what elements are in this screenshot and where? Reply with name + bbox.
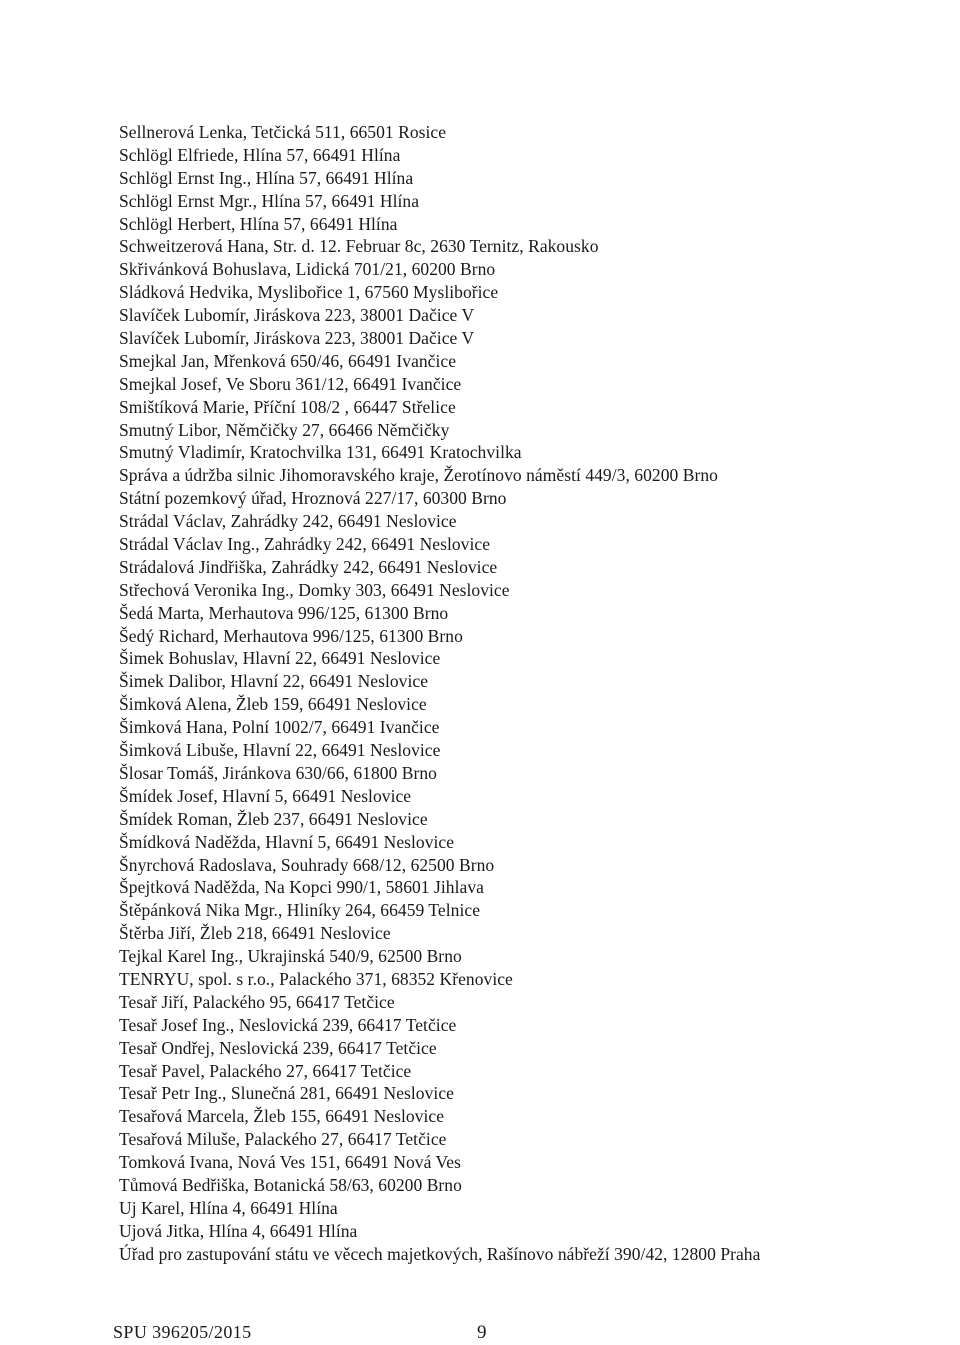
address-entry: Schweitzerová Hana, Str. d. 12. Februar 8c, 2630 Ternitz, Rakousko: [119, 236, 599, 257]
address-entry: Tesařová Miluše, Palackého 27, 66417 Tetčice: [119, 1129, 447, 1150]
address-entry: Šedá Marta, Merhautova 996/125, 61300 Brno: [119, 602, 449, 623]
address-entry: Šimek Dalibor, Hlavní 22, 66491 Neslovice: [119, 671, 429, 692]
address-entry: Státní pozemkový úřad, Hroznová 227/17, 60300 Brno: [119, 488, 507, 509]
address-entry: Tesař Jiří, Palackého 95, 66417 Tetčice: [119, 991, 395, 1012]
address-entry: Smutný Libor, Němčičky 27, 66466 Němčičky: [119, 419, 450, 440]
address-entry: Šimková Alena, Žleb 159, 66491 Neslovice: [119, 694, 427, 715]
address-entry: Tesař Pavel, Palackého 27, 66417 Tetčice: [119, 1060, 412, 1081]
address-entry: Tesař Petr Ing., Slunečná 281, 66491 Neslovice: [119, 1083, 454, 1104]
address-entry: Šimek Bohuslav, Hlavní 22, 66491 Neslovice: [119, 648, 441, 669]
address-entry: TENRYU, spol. s r.o., Palackého 371, 68352 Křenovice: [119, 968, 513, 989]
address-entry: Tejkal Karel Ing., Ukrajinská 540/9, 62500 Brno: [119, 946, 462, 967]
address-entry: Špejtková Naděžda, Na Kopci 990/1, 58601 Jihlava: [119, 877, 484, 898]
address-entry: Tesař Ondřej, Neslovická 239, 66417 Tetčice: [119, 1037, 437, 1058]
address-entry: Šedý Richard, Merhautova 996/125, 61300 Brno: [119, 625, 463, 646]
address-entry: Smištíková Marie, Příční 108/2 , 66447 Střelice: [119, 396, 456, 417]
address-entry: Šmídek Josef, Hlavní 5, 66491 Neslovice: [119, 785, 412, 806]
address-entry: Úřad pro zastupování státu ve věcech majetkových, Rašínovo nábřeží 390/42, 12800 Praha: [119, 1243, 761, 1264]
address-entry: Střechová Veronika Ing., Domky 303, 66491 Neslovice: [119, 579, 510, 600]
address-entry: Šimková Hana, Polní 1002/7, 66491 Ivančice: [119, 717, 440, 738]
address-entry: Šnyrchová Radoslava, Souhrady 668/12, 62500 Brno: [119, 854, 495, 875]
address-entry: Schlögl Ernst Ing., Hlína 57, 66491 Hlína: [119, 167, 414, 188]
address-entry: Schlögl Ernst Mgr., Hlína 57, 66491 Hlína: [119, 190, 420, 211]
address-entry: Schlögl Herbert, Hlína 57, 66491 Hlína: [119, 213, 398, 234]
address-entry: Skřivánková Bohuslava, Lidická 701/21, 60200 Brno: [119, 259, 496, 280]
address-entry: Šmídek Roman, Žleb 237, 66491 Neslovice: [119, 808, 428, 829]
address-entry: Slavíček Lubomír, Jiráskova 223, 38001 Dačice V: [119, 328, 475, 349]
page-number: 9: [477, 1322, 487, 1343]
document-reference: SPU 396205/2015: [113, 1322, 252, 1342]
address-entry: Štěrba Jiří, Žleb 218, 66491 Neslovice: [119, 923, 391, 944]
address-entry: Strádal Václav Ing., Zahrádky 242, 66491 Neslovice: [119, 534, 491, 555]
address-entry: Slavíček Lubomír, Jiráskova 223, 38001 Dačice V: [119, 305, 475, 326]
address-entry: Sládková Hedvika, Myslibořice 1, 67560 Myslibořice: [119, 282, 499, 303]
address-entry: Strádalová Jindřiška, Zahrádky 242, 66491 Neslovice: [119, 556, 498, 577]
address-entry: Smejkal Josef, Ve Sboru 361/12, 66491 Ivančice: [119, 373, 462, 394]
owner-address-list: [119, 121, 939, 1266]
address-entry: Tesař Josef Ing., Neslovická 239, 66417 Tetčice: [119, 1014, 457, 1035]
address-entry: Šimková Libuše, Hlavní 22, 66491 Neslovice: [119, 740, 441, 761]
address-entry: Sellnerová Lenka, Tetčická 511, 66501 Rosice: [119, 122, 447, 142]
address-entry: Smejkal Jan, Mřenková 650/46, 66491 Ivančice: [119, 350, 457, 371]
address-entry: Tomková Ivana, Nová Ves 151, 66491 Nová Ves: [119, 1152, 461, 1173]
address-entry: Šmídková Naděžda, Hlavní 5, 66491 Neslovice: [119, 831, 455, 852]
address-entry: Správa a údržba silnic Jihomoravského kraje, Žerotínovo náměstí 449/3, 60200 Brno: [119, 465, 718, 486]
address-entry: Šlosar Tomáš, Jiránkova 630/66, 61800 Brno: [119, 762, 437, 783]
address-entry: Smutný Vladimír, Kratochvilka 131, 66491 Kratochvilka: [119, 442, 522, 463]
address-entry: Tůmová Bedřiška, Botanická 58/63, 60200 Brno: [119, 1174, 462, 1195]
address-entry: Štěpánková Nika Mgr., Hliníky 264, 66459 Telnice: [119, 900, 481, 921]
address-entry: Ujová Jitka, Hlína 4, 66491 Hlína: [119, 1220, 358, 1241]
address-entry: Tesařová Marcela, Žleb 155, 66491 Neslovice: [119, 1106, 445, 1127]
address-entry: Strádal Václav, Zahrádky 242, 66491 Neslovice: [119, 511, 457, 532]
address-entry: Schlögl Elfriede, Hlína 57, 66491 Hlína: [119, 144, 401, 165]
address-entry: Uj Karel, Hlína 4, 66491 Hlína: [119, 1197, 338, 1218]
